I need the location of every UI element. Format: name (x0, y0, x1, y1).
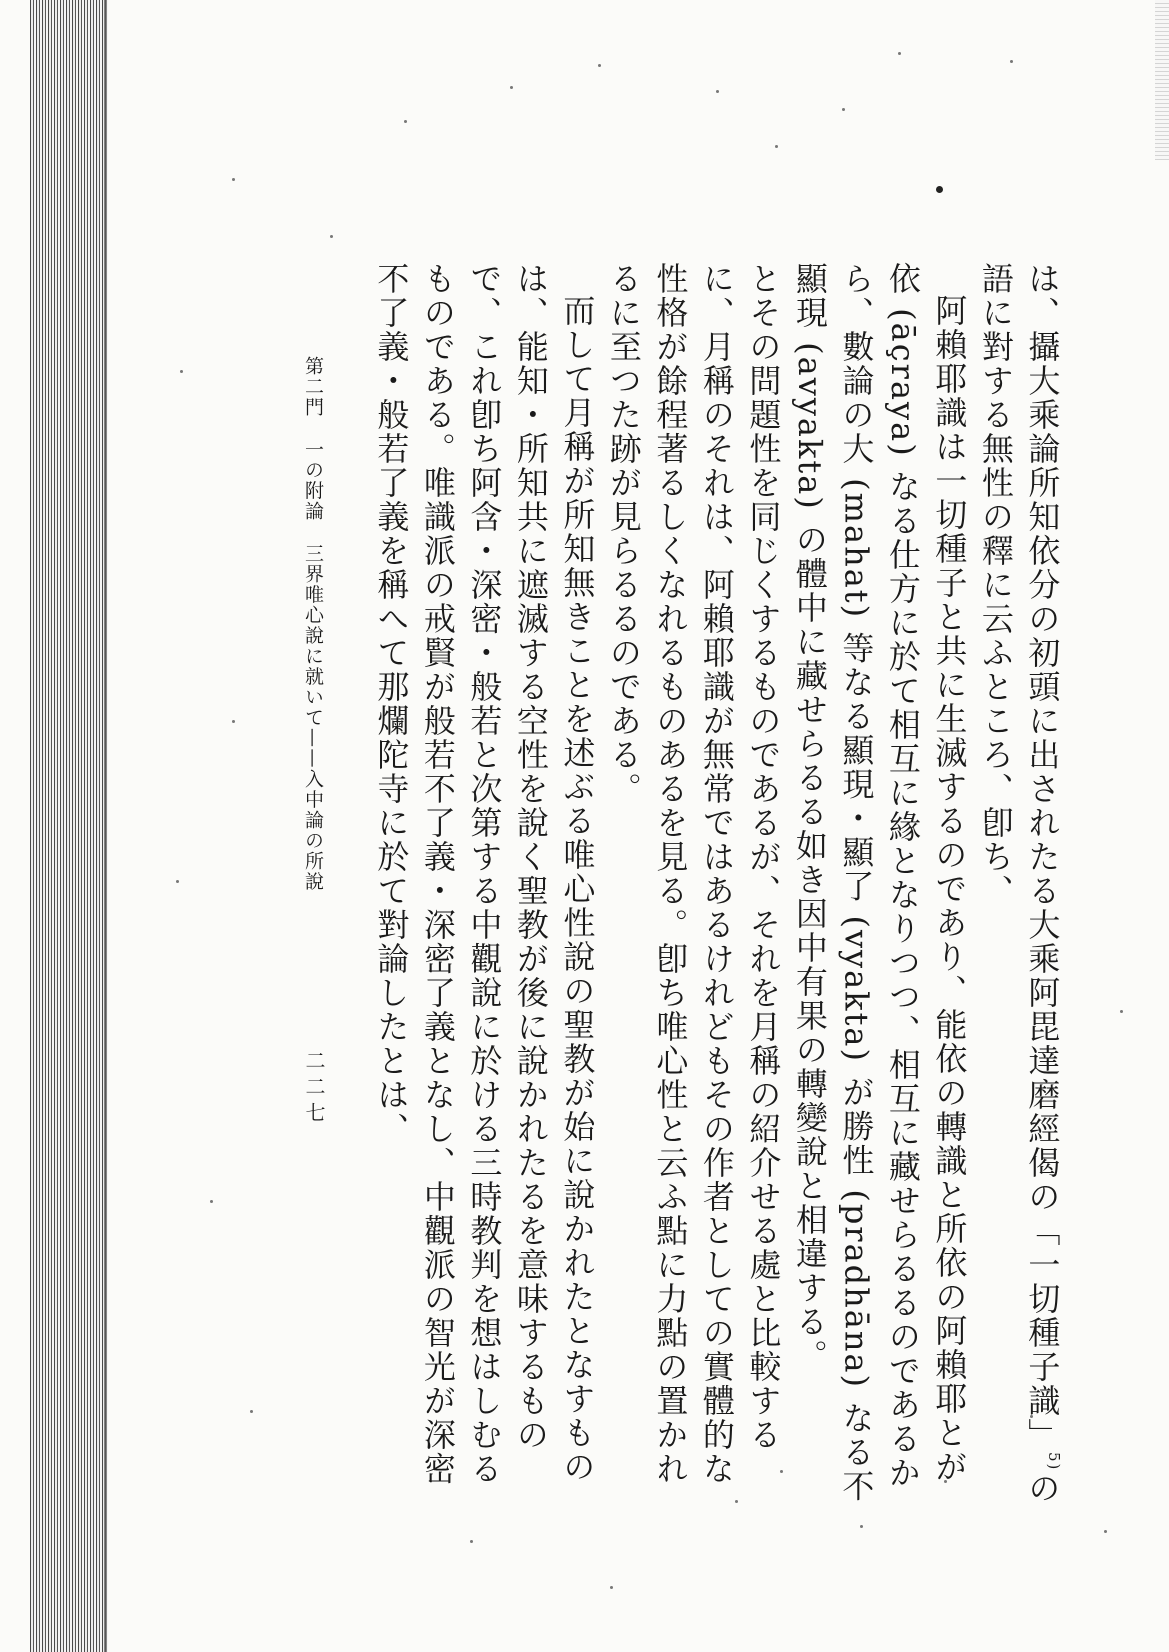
scan-binding-line (104, 0, 107, 1652)
footer-title: 三界唯心說に就いて——入中論の所說 (302, 543, 324, 892)
paragraph-2: 阿賴耶識は一切種子と共に生滅するのであり、能依の轉識と所依の阿賴耶とが依 (āçraya) なる仕方に於て相互に緣となりつつ、相互に藏せらるるのであるから、數論の大 (mahat) 等なる顯現・顯了 (vyakta) が勝性 (pradhāna) なる不顯現 (avyakta) の體中に藏せらるる如き因中有果の轉變說と相違する。 (790, 262, 969, 1504)
paragraph-3: とその問題性を同じくするものであるが、それを月稱の紹介せる處と比較するに、月稱のそれは、阿賴耶識が無常ではあるけれどもその作者としての實體的な性格が餘程著るしくなれるものあるを見る。卽ち唯心性と云ふ點に力點の置かれるに至つた跡が見らるるのである。 (604, 262, 783, 1486)
footer-section: 一の附論 (302, 439, 324, 522)
scan-right-edge (1155, 0, 1169, 160)
page-number: 二二七 (302, 1050, 326, 1128)
paragraph-1: は、攝大乘論所知依分の初頭に出されたる大乘阿毘達磨經偈の「一切種子識」$^{5)}$の語に對する無性の釋に云ふところ、卽ち、 (976, 262, 1063, 1506)
footnote-ref[interactable]: 5) (1045, 1452, 1063, 1472)
paragraph-4: 而して月稱が所知無きことを述ぶる唯心性說の聖教が始に說かれたとなすものは、能知・所知共に遮滅する空性を說く聖教が後に說かれたるを意味するもので、これ卽ち阿含・深密・般若と次第する中觀說に於ける三時教判を想はしむるものである。唯識派の戒賢が般若不了義・深密了義となし、中觀派の智光が深密不了義・般若了義を稱へて那爛陀寺に於て對論したとは、 (372, 262, 597, 1486)
running-footer (296, 356, 330, 916)
body-text (317, 262, 1077, 1512)
footer-chapter: 第二門 (302, 356, 324, 418)
scan-binding-edge (30, 0, 108, 1652)
stray-dot (936, 186, 943, 193)
